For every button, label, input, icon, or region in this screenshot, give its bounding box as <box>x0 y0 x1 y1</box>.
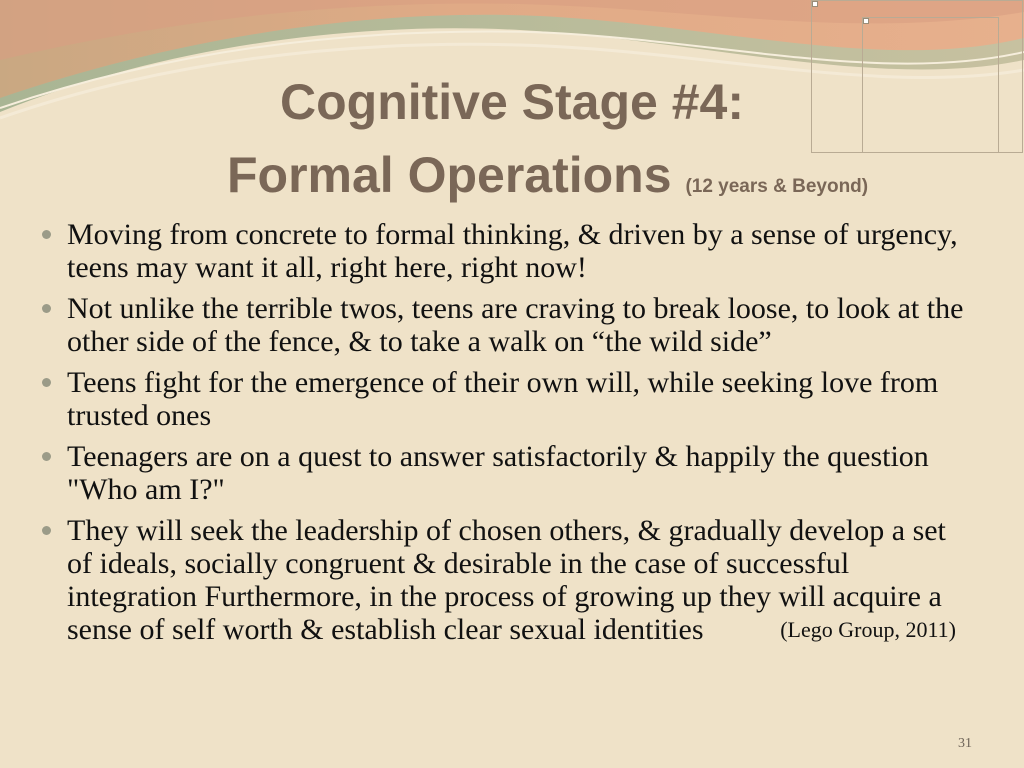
slide-title <box>0 66 1024 211</box>
bullet-dot-icon <box>42 304 51 313</box>
bullet-dot-icon <box>42 452 51 461</box>
bullet-text: Teenagers are on a quest to answer satisfactorily & happily the question "Who am I?" <box>67 440 929 506</box>
list-item <box>40 514 970 646</box>
title-line-2: Formal Operations <box>227 146 672 203</box>
bullet-list <box>40 218 970 654</box>
title-subtitle: (12 years & Beyond) <box>685 175 869 197</box>
list-item <box>40 218 970 284</box>
title-line-1: Cognitive Stage #4: <box>280 74 744 130</box>
thumbnail-marker <box>863 18 869 24</box>
list-item <box>40 292 970 358</box>
bullet-dot-icon <box>42 230 51 239</box>
list-item <box>40 366 970 432</box>
bullet-text: Teens fight for the emergence of their own will, while seeking love from trusted ones <box>67 366 939 432</box>
bullet-text: They will seek the leadership of chosen others, & gradually develop a set of ideals, socially congruent & desirable in the case of successful integration Furthermore, in the process of growing up they will acquire a sense of self worth & establish clear sexual identities <box>67 514 946 646</box>
list-item <box>40 440 970 506</box>
thumbnail-marker <box>812 1 818 7</box>
bullet-text: Not unlike the terrible twos, teens are craving to break loose, to look at the other side of the fence, & to take a walk on “the wild side” <box>67 292 964 358</box>
bullet-dot-icon <box>42 378 51 387</box>
page-number: 31 <box>958 736 972 751</box>
bullet-text: Moving from concrete to formal thinking, & driven by a sense of urgency, teens may want it all, right here, right now! <box>67 218 958 284</box>
title-line-2-wrapper <box>0 139 1024 212</box>
citation: (Lego Group, 2011) <box>780 617 956 642</box>
bullet-dot-icon <box>42 526 51 535</box>
